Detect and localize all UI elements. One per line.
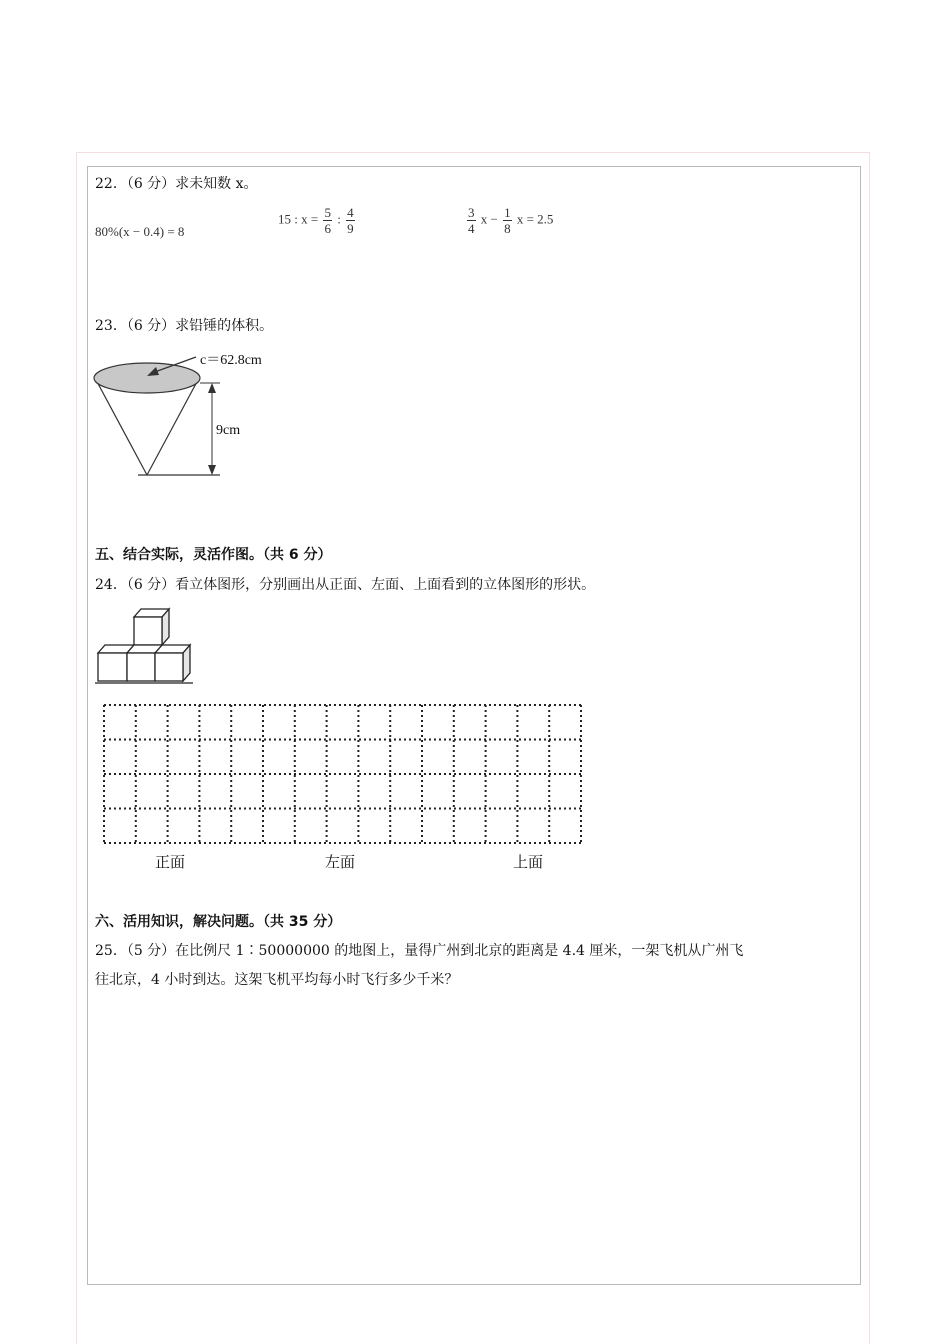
eq3-f2-denominator: 8 — [504, 221, 511, 236]
eq3-middle: x − — [480, 211, 498, 227]
eq2-left: 15 : x = — [278, 211, 319, 227]
q23-heading: 23．（6 分）求铅锤的体积。 — [95, 318, 274, 334]
q22-equation-2 — [278, 205, 357, 236]
height-label: 9cm — [216, 423, 241, 438]
height-arrow-down — [208, 465, 216, 475]
eq2-f2-denominator: 9 — [347, 221, 354, 236]
q25-line-1: 25．（5 分）在比例尺 1∶50000000 的地图上，量得广州到北京的距离是 4.4 厘米，一架飞机从广州飞 — [95, 943, 744, 959]
q24-heading: 24．（6 分）看立体图形，分别画出从正面、左面、上面看到的立体图形的形状。 — [95, 577, 596, 593]
eq2-f2-numerator: 4 — [347, 205, 354, 220]
bottom-cube-3-front — [155, 653, 183, 681]
eq3-f1-denominator: 4 — [468, 221, 475, 236]
height-arrow-up — [208, 383, 216, 393]
eq2-f1-numerator: 5 — [324, 205, 331, 220]
eq3-fraction-1 — [467, 205, 476, 236]
eq2-f1-denominator: 6 — [324, 221, 331, 236]
section5-title: 五、结合实际，灵活作图。（共 6 分） — [95, 547, 332, 563]
label-front-view: 正面 — [155, 853, 186, 871]
bottom-cube-2-front — [127, 653, 155, 681]
circumference-label: c＝62.8cm — [200, 353, 262, 368]
eq3-right: x = 2.5 — [516, 211, 554, 227]
q22-equation-3 — [465, 205, 553, 236]
bottom-cube-1-front — [98, 653, 127, 681]
q22-heading: 22．（6 分）求未知数 x。 — [95, 176, 258, 192]
q25-line-2: 往北京，4 小时到达。这架飞机平均每小时飞行多少千米？ — [95, 972, 459, 988]
cone-figure — [90, 345, 290, 485]
eq3-f1-numerator: 3 — [468, 205, 475, 220]
dotted-drawing-grid — [100, 702, 585, 848]
eq2-ratio-sign: : — [337, 211, 341, 227]
label-top-view: 上面 — [513, 853, 544, 871]
top-cube-front — [134, 617, 162, 645]
cone-base-ellipse — [94, 363, 200, 393]
cube-stack-figure — [93, 605, 203, 687]
eq2-fraction-1 — [323, 205, 332, 236]
eq3-fraction-2 — [503, 205, 512, 236]
eq3-f2-numerator: 1 — [504, 205, 511, 220]
section6-title: 六、活用知识，解决问题。（共 35 分） — [95, 914, 342, 930]
label-left-view: 左面 — [325, 853, 356, 871]
q22-equation-1: 80%(x − 0.4) = 8 — [95, 224, 185, 239]
bottom-cube-2-top — [127, 645, 162, 653]
eq2-fraction-2 — [346, 205, 355, 236]
